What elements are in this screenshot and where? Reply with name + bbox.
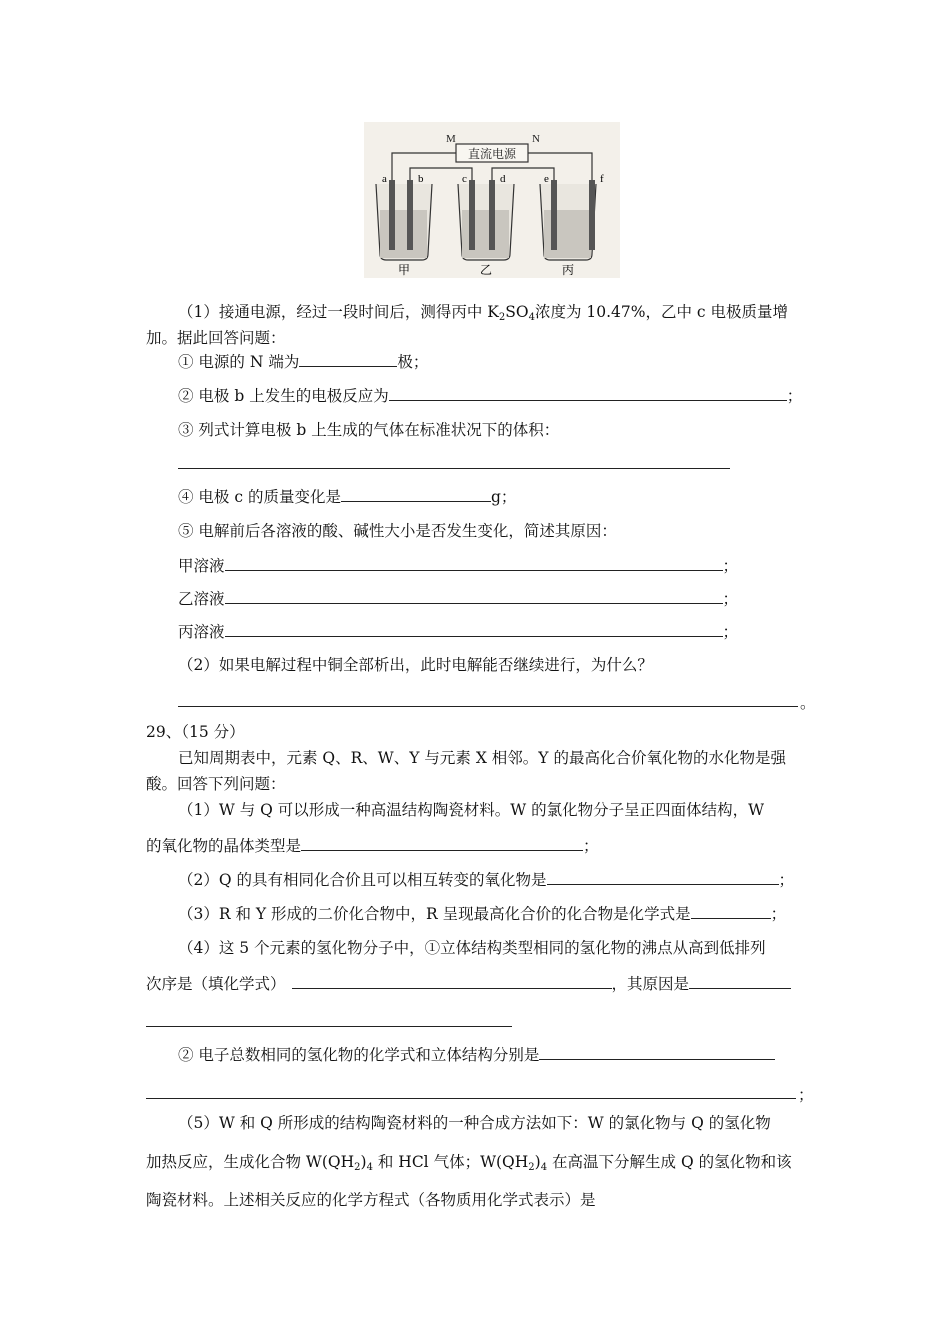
formula-sub: 4 [540,1162,548,1173]
q28-item2-text: ② 电极 b 上发生的电极反应为 [178,387,389,405]
answer-blank-boiling-order[interactable] [292,974,612,989]
q28-intro-line2: 加。据此回答问题： [146,329,286,347]
answer-blank-n-terminal[interactable] [299,352,397,367]
electrode-a-label: a [382,173,387,185]
q28-item4-text: ④ 电极 c 的质量变化是 [178,488,341,506]
q29-part1-text: 的氧化物的晶体类型是 [146,837,302,855]
q29-part3-text: （3）R 和 Y 形成的二价化合物中，R 呈现最高化合价的化合物是化学式是 [178,905,691,923]
q28-solution-jia [178,556,738,576]
answer-blank-q-oxides[interactable] [547,870,779,885]
q28-item2-suffix: ； [786,387,803,405]
electrolysis-figure [364,122,620,278]
q29-part4-text: 次序是（填化学式） [146,975,286,993]
semicolon: ； [770,905,787,923]
q28-intro-a: （1）接通电源，经过一段时间后，测得丙中 K [178,303,499,321]
answer-blank-electrode-b[interactable] [389,386,787,401]
electrode-f-label: f [600,173,604,185]
q29-part5-b2: ) [360,1153,367,1171]
q28-item4 [178,487,516,507]
wire-n [528,153,592,180]
solution-yi-label: 乙溶液 [178,590,225,608]
answer-line-reason[interactable] [146,1026,512,1027]
q29-part4-item2 [178,1045,775,1065]
q29-part2-text: （2）Q 的具有相同化合价且可以相互转变的氧化物是 [178,871,547,889]
beaker-bing [540,180,596,260]
beaker-jia-label: 甲 [397,263,411,277]
answer-blank-hydrides-start[interactable] [539,1045,775,1060]
q29-part1-line1: （1）W 与 Q 可以形成一种高温结构陶瓷材料。W 的氯化物分子呈正四面体结构，W [178,801,765,819]
q28-intro-mid: SO [505,303,529,321]
answer-line-hydrides[interactable] [146,1098,796,1099]
q29-part3 [178,904,786,924]
answer-blank-jia[interactable] [225,556,723,571]
semicolon: ； [778,871,795,889]
q28-solution-bing [178,622,738,642]
k2so4-sub-4: 4 [528,312,535,323]
terminal-m-label: M [446,133,456,145]
q29-part2 [178,870,794,890]
terminal-n-label: N [532,133,540,145]
beaker-yi-label: 乙 [479,263,493,277]
q28-item2 [178,386,802,406]
electrolysis-diagram [364,122,620,278]
semicolon: ； [722,590,739,608]
electrode-c-label: c [462,173,467,185]
answer-line-part2[interactable] [178,706,798,707]
answer-blank-ry-formula[interactable] [691,904,771,919]
electrode-b-label: b [418,173,424,185]
formula-sub: 2 [528,1162,535,1173]
q29-part5-b4: ) [534,1153,541,1171]
q28-item5: ⑤ 电解前后各溶液的酸、碱性大小是否发生变化，简述其原因： [178,522,617,540]
q28-item1-text: ① 电源的 N 端为 [178,353,300,371]
q29-part5-b1: 加热反应，生成化合物 W(QH [146,1153,355,1171]
q29-intro-line2: 酸。回答下列问题： [146,775,286,793]
q29-title: 29、（15 分） [146,723,245,741]
q28-item4-suffix: g； [490,488,517,506]
q29-part5-line1: （5）W 和 Q 所形成的结构陶瓷材料的一种合成方法如下：W 的氯化物与 Q 的氢化物 [178,1114,771,1132]
formula-sub: 4 [366,1162,373,1173]
wire-m [392,153,456,180]
answer-line-gas-volume[interactable] [178,468,730,469]
k2so4-sub-2: 2 [498,312,506,323]
q28-solution-yi [178,589,738,609]
q29-part4-semicolon: ； [798,1086,814,1104]
solution-jia-label: 甲溶液 [178,557,225,575]
power-label: 直流电源 [467,147,517,161]
q29-intro-line1: 已知周期表中，元素 Q、R、W、Y 与元素 X 相邻。Y 的最高化合价氧化物的水化物是强 [178,749,786,767]
q29-part1-line2 [146,836,599,856]
q29-part4-item2-text: ② 电子总数相同的氢化物的化学式和立体结构分别是 [178,1046,540,1064]
q28-intro-b: 浓度为 10.47%，乙中 c 电极质量增 [534,303,789,321]
beaker-jia [376,180,432,260]
formula-sub: 2 [354,1162,361,1173]
q29-part5-b5: 在高温下分解生成 Q 的氢化物和该 [547,1153,792,1171]
semicolon: ； [583,837,599,855]
q28-intro-line1 [178,302,788,322]
answer-blank-mass-change[interactable] [341,487,491,502]
q28-part2: （2）如果电解过程中铜全部析出，此时电解能否继续进行，为什么？ [178,656,653,674]
semicolon: ； [722,557,739,575]
q29-part4-line2 [146,974,791,994]
q28-item3: ③ 列式计算电极 b 上生成的气体在标准状况下的体积： [178,421,560,439]
answer-blank-bing[interactable] [225,622,723,637]
beaker-yi [458,180,514,260]
semicolon: ； [722,623,739,641]
answer-blank-reason-start[interactable] [689,974,791,989]
q29-part5-line3: 陶瓷材料。上述相关反应的化学方程式（各物质用化学式表示）是 [146,1191,596,1209]
solution-bing-label: 丙溶液 [178,623,225,641]
q28-part2-period: 。 [800,694,816,712]
q29-part5-line2 [146,1152,792,1172]
answer-blank-crystal-type[interactable] [301,836,583,851]
q29-part5-b3: 和 HCl 气体；W(QH [372,1153,529,1171]
electrode-e-label: e [544,173,549,185]
beaker-bing-label: 丙 [561,263,575,277]
q29-part4-line1: （4）这 5 个元素的氢化物分子中，①立体结构类型相同的氢化物的沸点从高到低排列 [178,939,766,957]
q28-item1 [178,352,428,372]
q29-part4-reason-label: ，其原因是 [611,975,690,993]
q28-item1-suffix: 极； [397,353,429,371]
answer-blank-yi[interactable] [225,589,723,604]
electrode-d-label: d [500,173,506,185]
